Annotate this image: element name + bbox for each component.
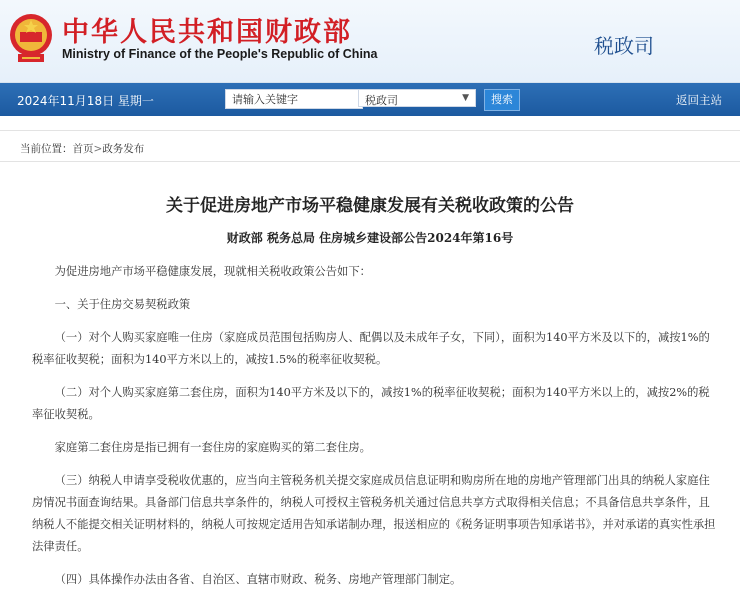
article-container [0,130,740,585]
site-header [0,0,740,83]
scope-select[interactable] [358,89,476,107]
paragraph: 家庭第二套住房是指已拥有一套住房的家庭购买的第二套住房。 [54,441,371,454]
national-emblem-icon [8,10,54,68]
paragraph: （四）具体操作办法由各省、自治区、直辖市财政、税务、房地产管理部门制定。 [54,573,462,586]
paragraph: 为促进房地产市场平稳健康发展，现就相关税收政策公告如下： [54,265,371,278]
site-title-cn: 中华人民共和国财政部 [62,17,352,48]
site-title-en: Ministry of Finance of the People's Republic of China [62,47,378,61]
article-body [32,261,718,602]
current-date: 2024年11月18日 星期一 [17,94,154,108]
department-name: 税政司 [594,34,654,58]
paragraph: （一）对个人购买家庭唯一住房（家庭成员范围包括购房人、配偶以及未成年子女，下同），面积为140平方米及以下的，减按1%的税率征收契税；面积为140平方米以上的，减按1.5%的税率征收契税。 [32,331,710,366]
chevron-down-icon: ▼ [462,93,469,103]
article-title: 关于促进房地产市场平稳健康发展有关税收政策的公告 [166,196,574,216]
divider [0,161,740,162]
breadcrumb [20,141,144,156]
search-input[interactable] [225,89,363,109]
breadcrumb-current-link[interactable]: 政务发布 [102,143,145,155]
article-subtitle: 财政部 税务总局 住房城乡建设部公告2024年第16号 [226,231,514,245]
return-home-link[interactable]: 返回主站 [676,93,722,107]
breadcrumb-label: 当前位置： [20,143,73,155]
scope-select-value: 税政司 [365,94,398,107]
nav-bar [0,83,740,116]
breadcrumb-separator: > [93,143,103,155]
breadcrumb-home-link[interactable]: 首页 [72,143,94,155]
paragraph: （三）纳税人申请享受税收优惠的，应当向主管税务机关提交家庭成员信息证明和购房所在地的房地产管理部门出具的纳税人家庭住房情况书面查询结果。具备部门信息共享条件的，纳税人可授权主管税务机关通过信息共享方式取得相关信息；不具备信息共享条件，且纳税人不能提交相关证明材料的，纳税人可按规定适用告知承诺制办理，报送相应的《税务证明事项告知承诺书》，并对承诺的真实性承担法律责任。 [32,474,716,553]
section-heading: 一、关于住房交易契税政策 [54,298,191,311]
paragraph: （二）对个人购买家庭第二套住房，面积为140平方米及以下的，减按1%的税率征收契税；面积为140平方米以上的，减按2%的税率征收契税。 [32,386,710,421]
search-button[interactable]: 搜索 [484,89,520,111]
